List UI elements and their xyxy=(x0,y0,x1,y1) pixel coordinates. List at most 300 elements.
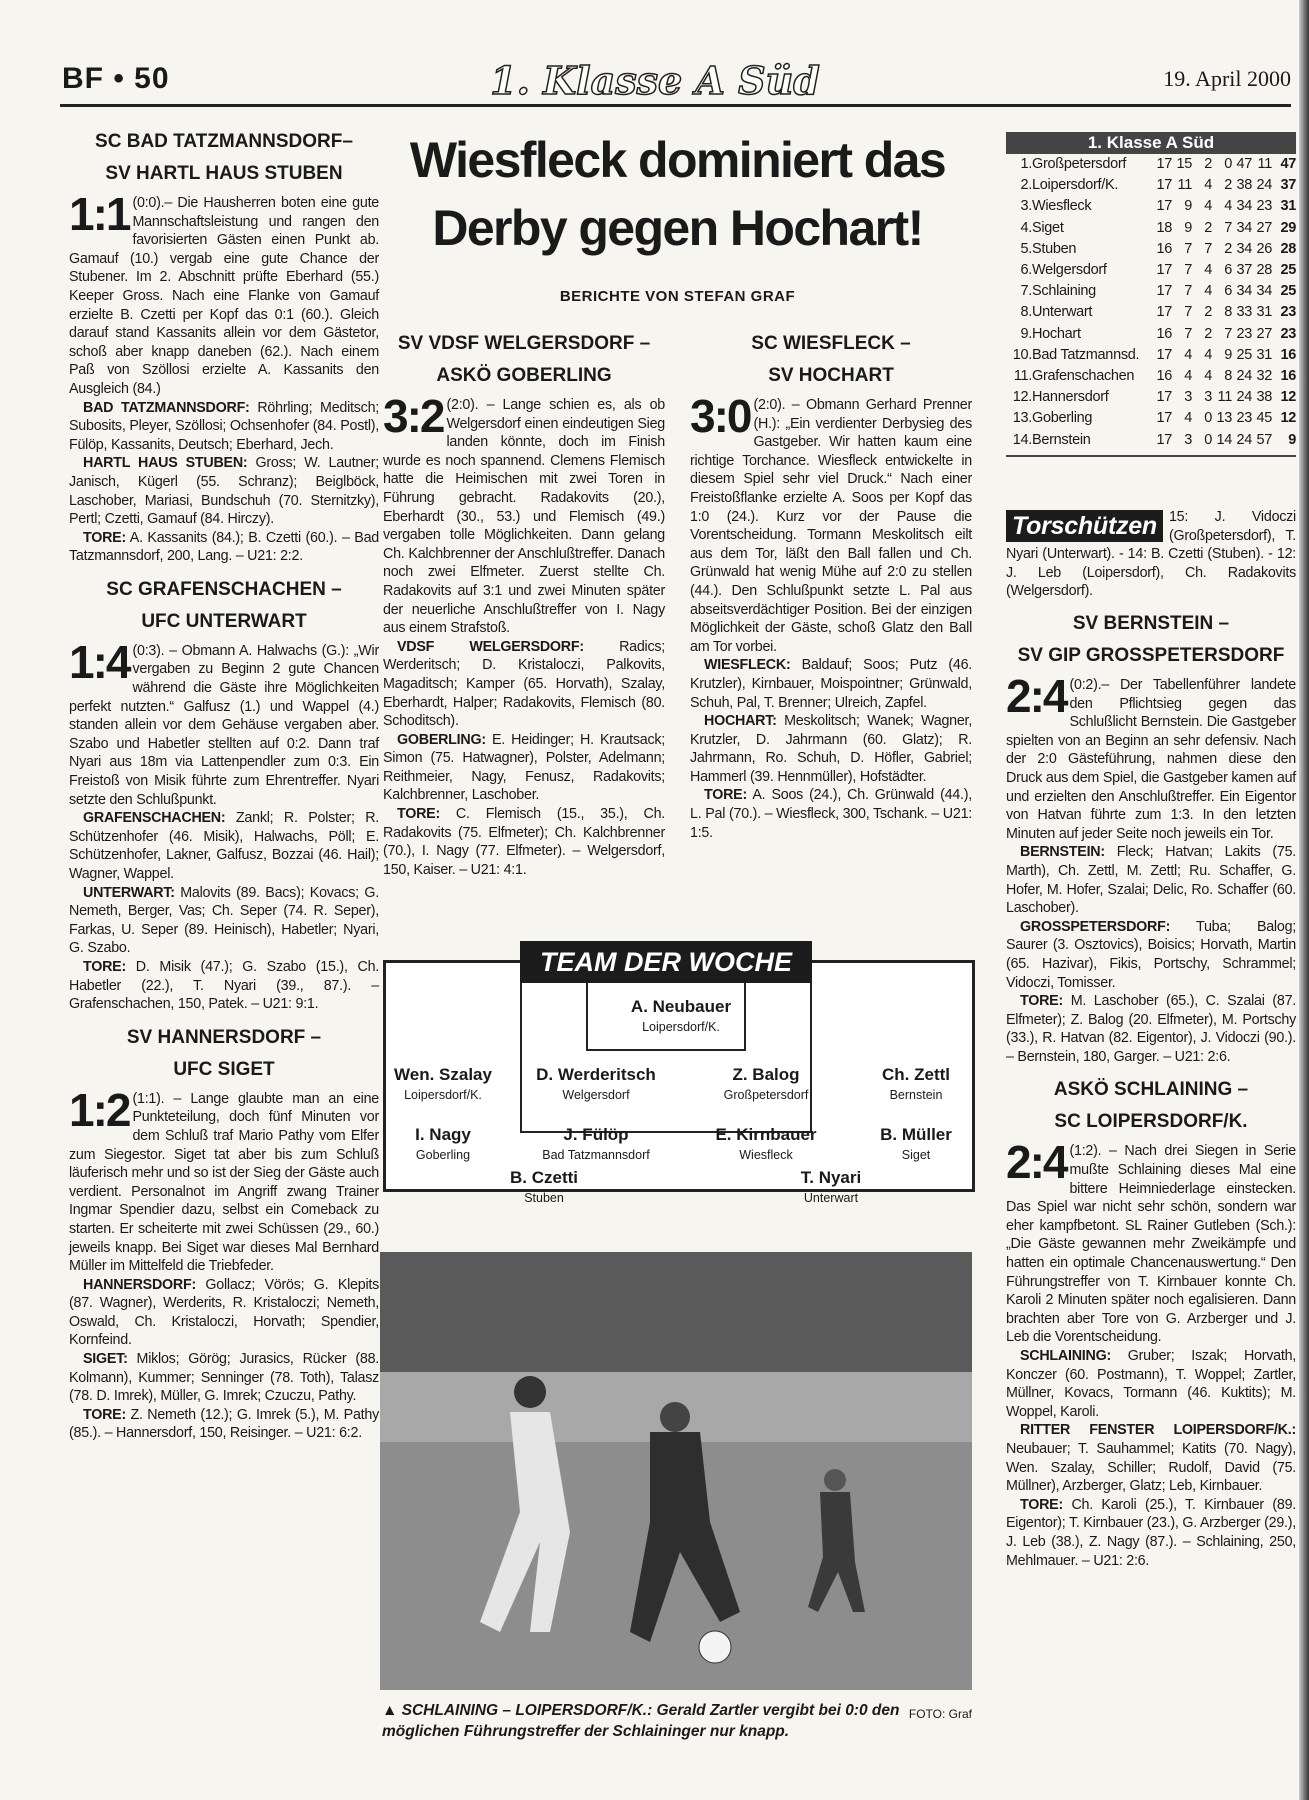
won-cell: 4 xyxy=(1184,346,1192,363)
goals-against-cell: 57 xyxy=(1256,431,1272,448)
rank-cell: 2. xyxy=(1020,177,1032,194)
team-cell: Hannersdorf xyxy=(1032,389,1109,406)
won-cell: 7 xyxy=(1184,283,1192,300)
rank-cell: 11. xyxy=(1013,368,1032,385)
team-player xyxy=(756,1168,906,1205)
played-cell: 17 xyxy=(1156,177,1172,194)
report-lead xyxy=(69,635,379,809)
goals-against-cell: 27 xyxy=(1256,219,1272,236)
player-name: D. Werderitsch xyxy=(536,1065,656,1084)
lineup-label: HOCHART: xyxy=(704,713,777,730)
lineup-text: Gollacz; Vörös; G. Klepits (87. Wagner), Werderits, R. Kristaloczi; Nemeth, Oswald, Ch. Kristaloczi, Horvath; Spendier, Kornfeind. xyxy=(69,1276,379,1349)
won-cell: 4 xyxy=(1184,410,1192,427)
drawn-cell: 2 xyxy=(1204,156,1212,172)
top-scorers-title: Torschützen xyxy=(1006,510,1163,542)
report-text: (2:0). – Lange schien es, als ob Welgersdorf einen eindeutigen Sieg landen könnte, doch im Finish wurde es noch spannend. Clemens Flemisch hatte die Heimischen mit zwei Toren in Führung gebracht. Radakovits (20.), Eberhardt (30., 53.) und Flemisch (49.) vergaben tolle Möglichkeiten. Dann gelang Ch. Kalchbrenner der Anschlußtreffer. Danach noch zwei Elfmeter. Zuerst stellte Ch. Radakovits auf 3:1 und zwei Minuten später der neuerliche Anschlußtreffer von I. Nagy aus einem Strafstoß. xyxy=(383,397,665,637)
table-row xyxy=(1006,302,1296,323)
lineup-text: Meskolitsch; Wanek; Wagner, Krutzler, D. Jahrmann (60. Glatz); R. Jahrmann, Ro. Schuh, D. Höfler, Gabriel; Hammerl (39. Hennmüller), Hofstädter. xyxy=(690,713,972,785)
points-cell: 31 xyxy=(1280,198,1296,215)
lineup-text: Röhrling; Meditsch; Subosits, Pleyer, Szöllosi; Ochsenhofer (84. Postl), Fülöp, Kassanits, Deutsch; Eberhard, Jech. xyxy=(69,399,379,453)
match-report xyxy=(383,328,665,879)
match-heading xyxy=(1006,608,1296,672)
drawn-cell: 3 xyxy=(1204,389,1212,406)
lost-cell: 4 xyxy=(1224,198,1232,215)
lineup-text: D. Misik (47.); G. Szabo (15.), Ch. Habetler (22.), T. Nyari (39., 87.). – Grafenschachen, 150, Patek. – U21: 9:1. xyxy=(69,958,379,1013)
lineup-text: Neubauer; T. Sauhammel; Katits (70. Nagy), Wen. Szalay, Schiller; Rudolf, David (75. Müllner), Arzberger, Glatz; Leb, Kirnbauer. xyxy=(1006,1440,1296,1495)
drawn-cell: 4 xyxy=(1204,198,1212,215)
drawn-cell: 4 xyxy=(1204,368,1212,385)
lineup-paragraph xyxy=(69,884,379,958)
goals-for-cell: 33 xyxy=(1236,304,1252,321)
team-cell: Goberling xyxy=(1032,410,1093,427)
lineup-text: Fleck; Hatvan; Lakits (75. Marth), Ch. Zettl, M. Zettl; Ru. Schaffer, G. Hofer, M. Hofer, Szalai; Delic, Ro. Schaffer (60. Laschober). xyxy=(1006,844,1296,917)
player-club: Welgersdorf xyxy=(562,1088,630,1102)
goals-for-cell: 24 xyxy=(1236,368,1252,385)
player-club: Großpetersdorf xyxy=(723,1088,809,1102)
table-row xyxy=(1006,387,1296,408)
rank-cell: 12. xyxy=(1012,389,1032,406)
player-name: T. Nyari xyxy=(800,1168,862,1187)
table-row xyxy=(1006,260,1296,281)
header-rule xyxy=(60,104,1291,107)
match-report xyxy=(1006,1074,1296,1570)
home-team: SV VDSF WELGERSDORF – xyxy=(397,333,651,354)
team-player xyxy=(521,1125,671,1162)
lost-cell: 14 xyxy=(1216,431,1232,448)
goals-for-cell: 47 xyxy=(1236,156,1252,172)
lineup-label: TORE: xyxy=(704,787,747,804)
lineup-label: BAD TATZMANNSDORF: xyxy=(83,399,250,416)
top-scorers-text: 15: J. Vidoczi (Großpetersdorf), T. Nyari (Unterwart). - 14: B. Czetti (Stuben). - 12: J. Leb (Loipersdorf), Ch. Radakovits (Welgersdorf). xyxy=(1006,509,1296,600)
points-cell: 9 xyxy=(1288,431,1296,448)
goals-for-cell: 37 xyxy=(1236,262,1252,279)
team-player xyxy=(841,1065,991,1102)
match-heading xyxy=(69,574,379,638)
goals-for-cell: 34 xyxy=(1236,219,1252,236)
column-left xyxy=(69,118,379,1443)
team-of-the-week-title: TEAM DER WOCHE xyxy=(520,941,812,983)
goals-against-cell: 26 xyxy=(1256,240,1272,257)
lineup-label: HARTL HAUS STUBEN: xyxy=(83,455,248,472)
lineup-text: Baldauf; Soos; Putz (46. Krutzler), Kirnbauer, Moispointner; Grünwald, Schuh, Pal, T. Brenner; Ulreich, Zapfel. xyxy=(690,657,972,711)
lineup-paragraph xyxy=(69,809,379,883)
points-cell: 37 xyxy=(1280,177,1296,194)
lost-cell: 8 xyxy=(1224,304,1232,321)
away-team: SV HARTL HAUS STUBEN xyxy=(105,163,343,184)
goals-against-cell: 38 xyxy=(1256,389,1272,406)
team-player xyxy=(521,1065,671,1102)
report-lead xyxy=(1006,670,1296,843)
player-club: Unterwart xyxy=(803,1191,859,1205)
team-cell: Schlaining xyxy=(1032,283,1096,300)
points-cell: 25 xyxy=(1280,262,1296,279)
home-team: SV HANNERSDORF – xyxy=(126,1026,322,1048)
drawn-cell: 4 xyxy=(1204,177,1212,194)
player-name: Z. Balog xyxy=(732,1065,800,1084)
lineup-paragraph xyxy=(69,454,379,528)
lineup-paragraph xyxy=(69,529,379,566)
team-cell: Unterwart xyxy=(1032,304,1093,321)
team-cell: Hochart xyxy=(1032,325,1081,342)
report-text: (0:3). – Obmann A. Halwachs (G.): „Wir vergaben zu Beginn 2 gute Chancen während die Gäste ihre Möglichkeiten perfekt nutzten.“ Galfusz (1.) und Wappel (4.) standen allein vor dem Gehäuse vergaben aber. Szabo und Habetler stellten auf 0:2. Dann traf Nyari aus 18m via Lattenpendler zum 0:3. Ein Freistoß von Misik führte zum Ehrentreffer. Nyari setzte den Schlußpunkt. xyxy=(69,642,379,808)
final-score: 2:4 xyxy=(1006,1136,1067,1189)
match-photo xyxy=(380,1252,972,1690)
rank-cell: 10. xyxy=(1012,346,1032,363)
lineup-label: SIGET: xyxy=(83,1351,128,1368)
lineup-text: M. Laschober (65.), C. Szalai (87. Elfmeter); Z. Balog (20. Elfmeter), M. Portschy (33.), R. Hatvan (82. Eigentor), J. Vidoczi (90.). – Bernstein, 180, Garger. – U21: 2:6. xyxy=(1006,993,1296,1065)
league-table-box xyxy=(1006,132,1296,457)
goals-for-cell: 34 xyxy=(1236,198,1252,215)
player-name: I. Nagy xyxy=(415,1125,471,1144)
player-name: J. Fülöp xyxy=(563,1125,629,1144)
player-club: Siget xyxy=(901,1148,931,1162)
played-cell: 16 xyxy=(1156,368,1172,385)
lineup-paragraph xyxy=(69,1406,379,1443)
lineup-text: Zankl; R. Polster; R. Schützenhofer (46. Misik), Halwachs, Pöll; E. Schützenhofer, Lakner, Galfusz, Bozzai (46. Hail); Wagner, Wappel. xyxy=(69,810,379,882)
report-lead xyxy=(383,390,665,638)
lineup-label: RITTER FENSTER LOIPERSDORF/K.: xyxy=(1020,1422,1296,1439)
played-cell: 17 xyxy=(1156,283,1172,300)
match-heading xyxy=(690,328,972,392)
lineup-paragraph xyxy=(69,399,379,455)
report-text: (0:2).– Der Tabellenführer landete den Pflichtsieg gegen das Schlußlicht Bernstein. Die Gastgeber spielten von an Beginn an sehr defensiv. Nach der 2:0 Gästeführung, nahmen diese den Druck aus dem Spiel, die Gastgeber kamen auf und erzielten den Anschlußtreffer. Ein Eigentor von Hatvan führte zum 1:3. In den letzten Minuten auf jeder Seite noch jeweils ein Tor. xyxy=(1006,677,1296,842)
goals-against-cell: 11 xyxy=(1257,156,1272,172)
drawn-cell: 2 xyxy=(1204,325,1212,342)
team-cell: Welgersdorf xyxy=(1032,262,1107,279)
table-rule xyxy=(1006,455,1296,457)
table-row xyxy=(1006,281,1296,302)
report-text: (2:0). – Obmann Gerhard Prenner (H.): „Ein verdienter Derbysieg des Gastgeber. Wir hatten kaum eine richtige Torchance. Wiesfleck entwickelte in diesem Spiel sehr viel Druck.“ Nach einer Freistoßflanke erzielte A. Soos per Kopf das 1:0 (24.). Kurz vor der Pause die Vorentscheidung. Tormann Meskolitsch eilt aus dem Tor, läßt den Ball fallen und Ch. Grünwald hat wenig Mühe auf 2:0 zu stellen (44.). Den Schlußpunkt setzte L. Pal aus abseitsverdächtiger Position. Bei der einzigen Möglichkeit der Gäste, schoß Glatz den Ball am Tor vorbei. xyxy=(690,397,972,655)
lost-cell: 9 xyxy=(1224,346,1232,363)
rank-cell: 13. xyxy=(1012,410,1032,427)
lineup-label: HANNERSDORF: xyxy=(83,1276,196,1293)
team-cell: Bernstein xyxy=(1032,431,1091,448)
played-cell: 17 xyxy=(1156,431,1172,448)
drawn-cell: 7 xyxy=(1204,240,1212,257)
match-heading xyxy=(1006,1074,1296,1138)
won-cell: 15 xyxy=(1176,156,1192,172)
table-row xyxy=(1006,345,1296,366)
lineup-text: A. Kassanits (84.); B. Czetti (60.). – Bad Tatzmannsdorf, 200, Lang. – U21: 2:2. xyxy=(69,529,379,565)
away-team: UFC SIGET xyxy=(173,1058,275,1080)
lineup-paragraph xyxy=(690,656,972,712)
player-club: Bernstein xyxy=(889,1088,943,1102)
table-row xyxy=(1006,239,1296,260)
goals-against-cell: 28 xyxy=(1256,262,1272,279)
player-name: E. Kirnbauer xyxy=(715,1125,817,1144)
league-table-title: 1. Klasse A Süd xyxy=(1006,132,1296,154)
won-cell: 7 xyxy=(1184,240,1192,257)
rank-cell: 1. xyxy=(1020,156,1032,172)
drawn-cell: 2 xyxy=(1204,304,1212,321)
player-club: Bad Tatzmannsdorf xyxy=(542,1148,650,1162)
match-report xyxy=(690,328,972,842)
lineup-text: Miklos; Görög; Jurasics, Rücker (88. Kolmann), Kummer; Senninger (78. Toth), Talasz (78. D. Imrek), Müller, G. Imrek; Czuczu, Pathy. xyxy=(69,1351,379,1405)
points-cell: 25 xyxy=(1280,283,1296,300)
lineup-text: Malovits (89. Bacs); Kovacs; G. Nemeth, Berger, Vas; Ch. Seper (74. R. Seper), Farkas, U. Seper (89. Heinisch), Habetler; Nyari, G. Szabo. xyxy=(69,884,379,957)
team-cell: Großpetersdorf xyxy=(1032,156,1127,172)
goals-against-cell: 24 xyxy=(1256,177,1272,194)
page-number: BF • 50 xyxy=(62,62,170,95)
points-cell: 29 xyxy=(1280,219,1296,236)
team-cell: Loipersdorf/K. xyxy=(1032,177,1119,194)
lost-cell: 6 xyxy=(1224,283,1232,300)
player-name: B. Müller xyxy=(880,1125,952,1144)
column-mid-left xyxy=(383,320,665,879)
table-row xyxy=(1006,430,1296,451)
final-score: 3:2 xyxy=(383,390,444,442)
goals-against-cell: 31 xyxy=(1256,304,1272,321)
points-cell: 16 xyxy=(1280,368,1296,385)
report-lead xyxy=(690,390,972,656)
player-club: Loipersdorf/K. xyxy=(404,1088,482,1102)
lineup-label: WIESFLECK: xyxy=(704,657,791,674)
won-cell: 9 xyxy=(1184,198,1192,215)
team-player xyxy=(606,997,756,1034)
lineup-label: TORE: xyxy=(83,958,126,975)
lost-cell: 6 xyxy=(1224,262,1232,279)
final-score: 1:4 xyxy=(69,635,130,688)
goals-for-cell: 24 xyxy=(1236,389,1252,406)
goals-against-cell: 31 xyxy=(1256,346,1272,363)
team-cell: Bad Tatzmannsd. xyxy=(1032,346,1140,363)
lineup-paragraph xyxy=(69,1276,379,1350)
rank-cell: 3. xyxy=(1020,198,1032,215)
report-lead xyxy=(69,188,379,399)
lineup-label: VDSF WELGERSDORF: xyxy=(397,638,584,655)
issue-date: 19. April 2000 xyxy=(1163,66,1291,91)
points-cell: 12 xyxy=(1280,389,1296,406)
played-cell: 17 xyxy=(1156,410,1172,427)
lost-cell: 2 xyxy=(1224,177,1232,194)
lineup-paragraph xyxy=(1006,1421,1296,1495)
final-score: 1:1 xyxy=(69,188,130,240)
lineup-label: BERNSTEIN: xyxy=(1020,844,1105,861)
won-cell: 3 xyxy=(1184,431,1192,448)
lost-cell: 7 xyxy=(1224,219,1232,236)
column-mid-right xyxy=(690,320,972,842)
lineup-text: Z. Nemeth (12.); G. Imrek (5.), M. Pathy (85.). – Hannersdorf, 150, Reisinger. – U21: 6:2. xyxy=(69,1406,379,1442)
home-team: ASKÖ SCHLAINING – xyxy=(1053,1079,1249,1101)
away-team: ASKÖ GOBERLING xyxy=(436,365,612,386)
match-report xyxy=(1006,608,1296,1066)
report-text: (1:2). – Nach drei Siegen in Serie mußte Schlaining dieses Mal eine bittere Heimniederlage einstecken. Das Spiel war nicht sehr schön, sondern war eher kampfbetont. SL Rainer Gutleben (Sch.): „Die Gäste gewannen mehr Zweikämpfe und hatten ein optimale Chancenauswertung.“ Den Führungstreffer von T. Kirnbauer konnte Ch. Karoli 2 Minuten später noch egalisieren. Dann brachten aber Tore von G. Arzberger und J. Leb die Vorentscheidung. xyxy=(1006,1143,1296,1346)
lineup-label: TORE: xyxy=(397,806,440,823)
drawn-cell: 4 xyxy=(1204,262,1212,279)
match-heading xyxy=(383,328,665,392)
player-club: Wiesfleck xyxy=(739,1148,793,1162)
lost-cell: 8 xyxy=(1224,368,1232,385)
report-text: (1:1). – Lange glaubte man an eine Punkteteilung, doch fünf Minuten vor dem Schluß traf Mario Pathy vom Elfer zum Siegestor. Siget tat aber bis zum Schluß läuferisch mehr und so ist der Sieg der Gäste auch verdient. Personalnot im Angriff zwang Trainer Ingmar Spendier dazu, selbst ein Comeback zu starten. Er scheiterte mit zwei Schüssen (29., 60.) jeweils knapp. Bei Siget war dieses Mal Bernhard Müller im Mittelfeld die Triebfeder. xyxy=(69,1090,379,1275)
table-row xyxy=(1006,366,1296,387)
player-club: Goberling xyxy=(415,1148,471,1162)
rank-cell: 8. xyxy=(1020,304,1032,321)
table-row xyxy=(1006,175,1296,196)
league-table xyxy=(1006,154,1296,451)
drawn-cell: 2 xyxy=(1204,219,1212,236)
caption-text: ▲ SCHLAINING – LOIPERSDORF/K.: Gerald Zartler vergibt bei 0:0 den möglichen Führungstreffer der Schlaininger nur knapp. xyxy=(382,1702,900,1740)
lineup-paragraph xyxy=(690,786,972,842)
lost-cell: 11 xyxy=(1217,389,1232,406)
lineup-label: TORE: xyxy=(83,1406,126,1423)
lineup-paragraph xyxy=(1006,843,1296,917)
team-cell: Stuben xyxy=(1032,240,1077,257)
lineup-text: Gross; W. Lautner; Janisch, Kügerl (55. Schranz); Beiglböck, Laschober, Mariasi, Bundschuh (70. Sternitzky), Pertl; Czetti, Gamauf (84. Hirczy). xyxy=(69,455,379,528)
home-team: SV BERNSTEIN – xyxy=(1072,613,1230,634)
player-club: Stuben xyxy=(524,1191,564,1205)
table-row xyxy=(1006,218,1296,239)
rank-cell: 9. xyxy=(1020,325,1032,342)
table-row xyxy=(1006,154,1296,175)
goals-for-cell: 38 xyxy=(1236,177,1252,194)
won-cell: 3 xyxy=(1184,389,1192,406)
lineup-paragraph xyxy=(383,805,665,879)
away-team: UFC UNTERWART xyxy=(141,610,307,632)
drawn-cell: 4 xyxy=(1204,346,1212,363)
lineup-text: Tuba; Balog; Saurer (3. Osztovics), Boisics; Horvath, Martin (65. Hazivar), Fikis, Portschy, Schrammel; Vidoczi, Tomisser. xyxy=(1006,918,1296,991)
lineup-label: TORE: xyxy=(83,529,126,546)
top-scorers xyxy=(1006,508,1296,601)
home-team: SC WIESFLECK – xyxy=(751,333,911,354)
rank-cell: 7. xyxy=(1020,283,1032,300)
drawn-cell: 0 xyxy=(1204,431,1212,448)
photo-credit: FOTO: Graf xyxy=(908,1707,972,1721)
match-report xyxy=(69,126,379,566)
team-of-the-week xyxy=(383,947,975,1205)
won-cell: 7 xyxy=(1184,325,1192,342)
report-lead xyxy=(69,1083,379,1276)
lineup-label: SCHLAINING: xyxy=(1020,1348,1111,1364)
lineup-paragraph xyxy=(383,638,665,731)
rank-cell: 4. xyxy=(1020,219,1032,236)
goals-for-cell: 25 xyxy=(1236,346,1252,363)
goals-for-cell: 23 xyxy=(1236,325,1252,342)
goals-against-cell: 45 xyxy=(1256,410,1272,427)
final-score: 2:4 xyxy=(1006,670,1067,722)
goals-for-cell: 23 xyxy=(1236,410,1252,427)
played-cell: 17 xyxy=(1156,262,1172,279)
lost-cell: 7 xyxy=(1224,325,1232,342)
football-scene-image xyxy=(380,1252,972,1690)
played-cell: 17 xyxy=(1156,156,1172,172)
won-cell: 4 xyxy=(1184,368,1192,385)
lineup-label: TORE: xyxy=(1020,1496,1063,1513)
match-report xyxy=(69,574,379,1014)
away-team: SV GIP GROSSPETERSDORF xyxy=(1017,645,1285,666)
goals-against-cell: 23 xyxy=(1256,198,1272,215)
lineup-text: Radics; Werderitsch; D. Kristaloczi, Palkovits, Magaditsch; Kamper (65. Horvath), Szalay, Eberhardt, Halper; Radakovits, Flemisch (80. Schoditsch). xyxy=(383,638,665,730)
played-cell: 16 xyxy=(1156,240,1172,257)
played-cell: 17 xyxy=(1156,346,1172,363)
home-team: SC GRAFENSCHACHEN – xyxy=(106,578,342,600)
played-cell: 16 xyxy=(1156,325,1172,342)
lineup-text: E. Heidinger; H. Krautsack; Simon (75. Hatwagner), Polster, Adelmann; Reithmeier, Nagy, Fenusz, Radakovits; Kalchbrenner, Laschober. xyxy=(383,731,665,804)
points-cell: 47 xyxy=(1280,156,1296,172)
player-club: Loipersdorf/K. xyxy=(642,1020,720,1034)
lineup-text: Ch. Karoli (25.), T. Kirnbauer (89. Eigentor); T. Kirnbauer (23.), G. Arzberger (29.), J. Leb (38.), Z. Nagy (87.). – Schlaining, 250, Mehlmauer. – U21: 2:6. xyxy=(1006,1496,1296,1569)
table-row xyxy=(1006,408,1296,429)
goals-against-cell: 27 xyxy=(1256,325,1272,342)
lost-cell: 0 xyxy=(1224,156,1232,172)
player-name: A. Neubauer xyxy=(630,997,732,1016)
match-heading xyxy=(69,1022,379,1086)
won-cell: 11 xyxy=(1177,177,1192,194)
team-player xyxy=(368,1125,518,1162)
lineup-label: GRAFENSCHACHEN: xyxy=(83,810,226,827)
lineup-text: Gruber; Iszak; Horvath, Konczer (60. Postmann), T. Woppel; Zartler, Müllner, Kovacs, Tormann (46. Kuktits); M. Woppel, Karoli. xyxy=(1006,1348,1296,1420)
headline: Wiesfleck dominiert das Derby gegen Hochart! xyxy=(409,132,946,256)
byline: BERICHTE VON STEFAN GRAF xyxy=(559,288,796,305)
team-cell: Wiesfleck xyxy=(1032,198,1092,215)
photo-caption xyxy=(382,1700,972,1742)
rank-cell: 14. xyxy=(1012,431,1032,448)
points-cell: 28 xyxy=(1280,240,1296,257)
team-cell: Siget xyxy=(1032,219,1064,236)
rank-cell: 5. xyxy=(1020,240,1032,257)
lineup-label: GROSSPETERSDORF: xyxy=(1020,918,1171,935)
played-cell: 17 xyxy=(1156,389,1172,406)
played-cell: 17 xyxy=(1156,198,1172,215)
played-cell: 18 xyxy=(1156,219,1172,236)
lost-cell: 2 xyxy=(1224,240,1232,257)
lineup-paragraph xyxy=(690,712,972,786)
lineup-paragraph xyxy=(69,1350,379,1406)
lineup-label: GOBERLING: xyxy=(397,731,486,748)
team-player xyxy=(691,1065,841,1102)
report-text: (0:0).– Die Hausherren boten eine gute Mannschaftsleistung und rangen den favorisierten Gästen einen Punkt ab. Gamauf (10.) vergab eine gute Chance der Stubener. Im 2. Abschnitt prüfte Eberhard (55.) Keeper Gross. Nach eine Flanke von Gamauf erzielte B. Czetti per Kopf das 0:1 (60.). Gleich darauf stand Kassanits allein vor dem Gästetor, schoß aber knapp daneben (62.). Nach einem Paß von Szöllosi erzielte A. Kassanits den Ausgleich (84.) xyxy=(69,195,379,397)
points-cell: 23 xyxy=(1280,325,1296,342)
goals-for-cell: 34 xyxy=(1236,283,1252,300)
team-player xyxy=(841,1125,991,1162)
won-cell: 7 xyxy=(1184,304,1192,321)
team-cell: Grafenschachen xyxy=(1032,368,1135,385)
final-score: 3:0 xyxy=(690,390,751,442)
team-player xyxy=(691,1125,841,1162)
player-name: Ch. Zettl xyxy=(882,1065,950,1084)
goals-against-cell: 34 xyxy=(1256,283,1272,300)
away-team: SC LOIPERSDORF/K. xyxy=(1054,1111,1248,1133)
player-name: B. Czetti xyxy=(510,1168,578,1187)
points-cell: 23 xyxy=(1280,304,1296,321)
goals-for-cell: 24 xyxy=(1236,431,1252,448)
table-row xyxy=(1006,196,1296,217)
table-row xyxy=(1006,324,1296,345)
final-score: 1:2 xyxy=(69,1083,130,1136)
drawn-cell: 0 xyxy=(1204,410,1212,427)
page-binding-shadow xyxy=(1299,0,1309,1800)
match-heading xyxy=(69,126,379,190)
column-right xyxy=(1006,600,1296,1570)
goals-against-cell: 32 xyxy=(1256,368,1272,385)
lineup-label: TORE: xyxy=(1020,993,1063,1010)
lineup-paragraph xyxy=(1006,1347,1296,1421)
goals-for-cell: 34 xyxy=(1236,240,1252,257)
match-report xyxy=(69,1022,379,1443)
away-team: SV HOCHART xyxy=(768,365,894,386)
lost-cell: 13 xyxy=(1216,410,1232,427)
player-name: Wen. Szalay xyxy=(394,1065,492,1084)
section-title: 1. Klasse A Süd xyxy=(490,58,820,103)
points-cell: 12 xyxy=(1280,410,1296,427)
report-lead xyxy=(1006,1136,1296,1347)
lineup-text: A. Soos (24.), Ch. Grünwald (44.), L. Pal (70.). – Wiesfleck, 300, Tschank. – U21: 1:5. xyxy=(690,787,972,841)
lineup-paragraph xyxy=(1006,1496,1296,1570)
team-player xyxy=(469,1168,619,1205)
rank-cell: 6. xyxy=(1020,262,1032,279)
lineup-paragraph xyxy=(383,731,665,805)
lineup-paragraph xyxy=(1006,918,1296,992)
team-player xyxy=(368,1065,518,1102)
